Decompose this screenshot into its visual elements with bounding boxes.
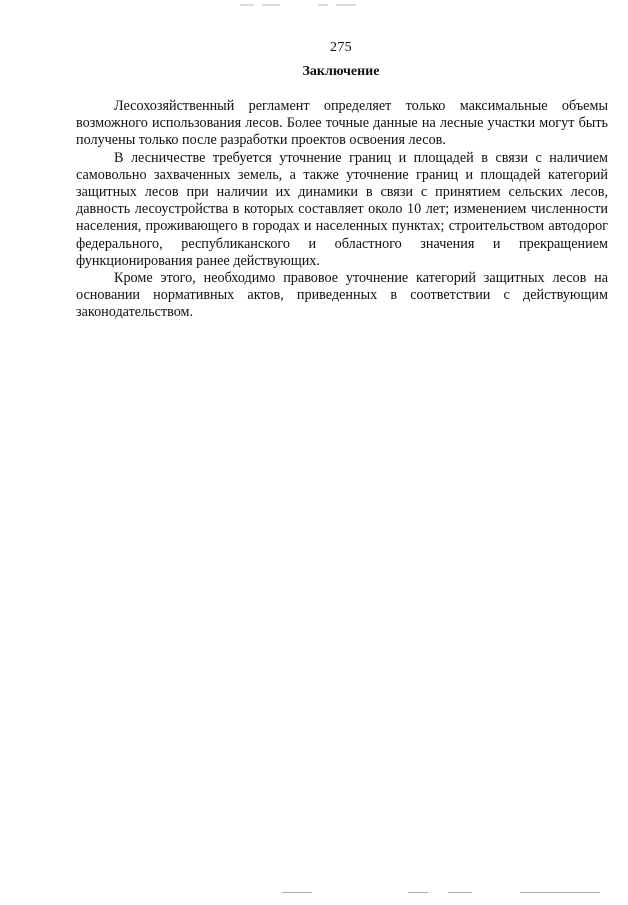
scan-artifact <box>520 892 600 893</box>
scan-artifact <box>448 892 472 893</box>
body-text <box>76 98 608 322</box>
page-number: 275 <box>330 40 352 55</box>
scan-artifact <box>282 892 312 893</box>
scan-artifact <box>408 892 428 893</box>
section-heading: Заключение <box>302 64 380 79</box>
scan-artifact <box>240 2 360 8</box>
paragraph: В лесничестве требуется уточнение границ и площадей в связи с наличием самовольно захваченных земель, а также уточнение границ и площадей категорий защитных лесов при наличии их динамики в связи с принятием сельских лесов, давность лесоустройства в которых составляет около 10 лет; изменением численности населения, проживающего в городах и населенных пунктах; строительством автодорог федерального, республиканского и областного значения и прекращением функционирования ранее действующих. <box>76 149 608 269</box>
paragraph: Кроме этого, необходимо правовое уточнение категорий защитных лесов на основании нормативных актов, приведенных в соответствии с действующим законодательством. <box>76 270 608 321</box>
paragraph: Лесохозяйственный регламент определяет только максимальные объемы возможного использования лесов. Более точные данные на лесные участки могут быть получены только после разработки проектов освоения лесов. <box>76 98 608 149</box>
